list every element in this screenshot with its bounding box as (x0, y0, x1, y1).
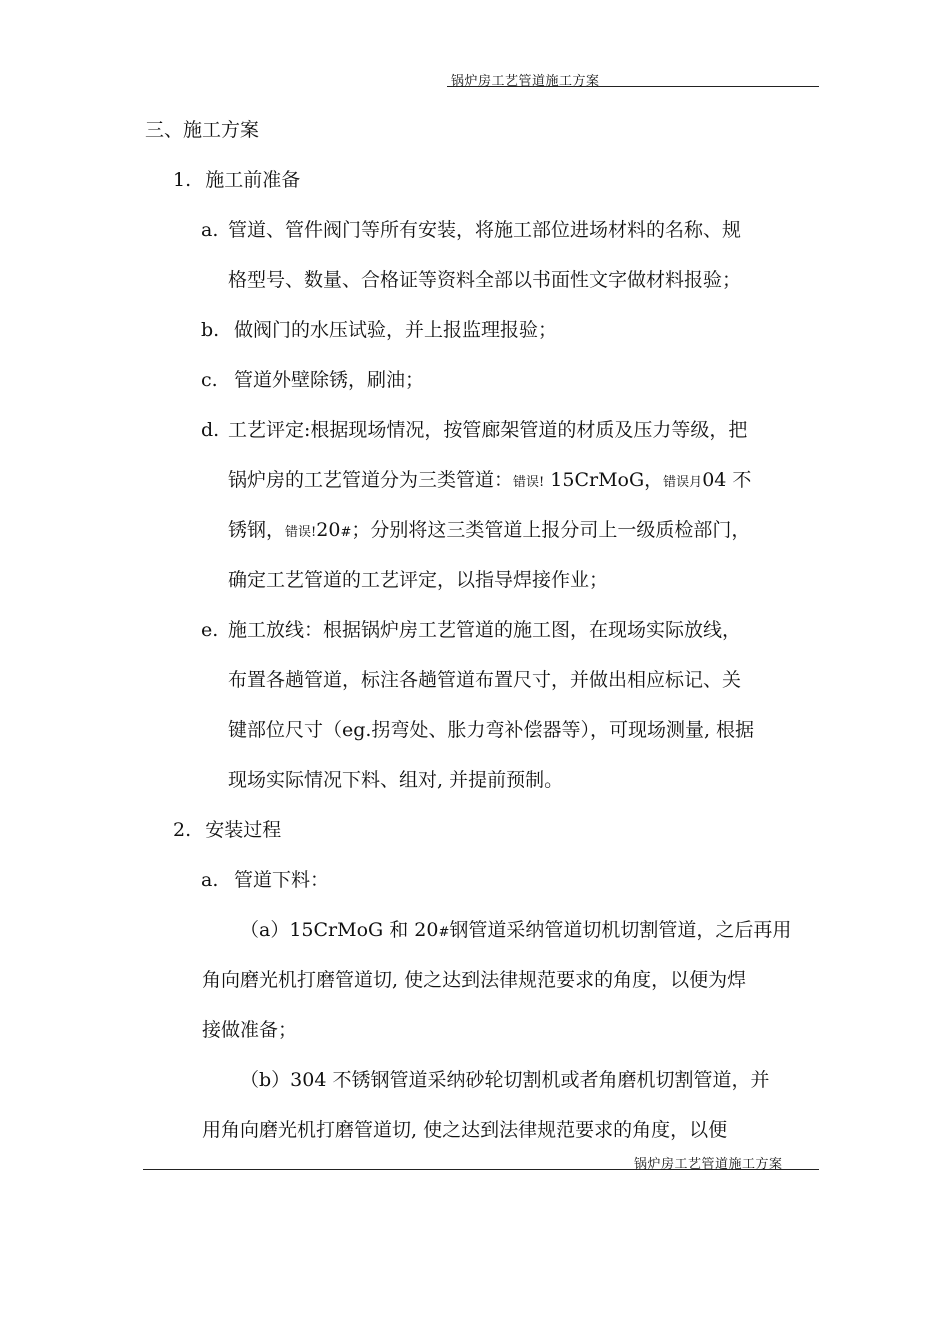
item-1a-line-1 (201, 217, 741, 243)
item-2a-heading (201, 867, 329, 893)
item-1e-label: e. (201, 619, 219, 641)
item-1e-text-1: 施工放线：根据锅炉房工艺管道的施工图，在现场实际放线， (228, 619, 742, 641)
item-1e-line-4: 现场实际情况下料、组对, 并提前预制。 (228, 769, 564, 791)
item-2a-para-1-line-3: 接做准备； (202, 1019, 298, 1041)
item-1d-line-4: 确定工艺管道的工艺评定，以指导焊接作业； (228, 569, 609, 591)
item-1d-text-3b: 20 (316, 519, 341, 541)
item-1a-line-2: 格型号、数量、合格证等资料全部以书面性文字做材料报验； (228, 269, 742, 291)
item-1d-text-2a: 锅炉房的工艺管道分为三类管道： (228, 469, 514, 491)
item-1d-text-2c: 04 不 (702, 469, 752, 491)
item-2a-para-1-line-1 (240, 917, 791, 946)
step-1-heading (173, 167, 300, 193)
item-2a-label: a. (201, 869, 219, 891)
error-ref-3: 错误! (285, 525, 317, 540)
item-1c-label: c. (201, 369, 218, 391)
page-header-title: 锅炉房工艺管道施工方案 (451, 74, 600, 89)
item-1d-text-2b: 15CrMoG， (544, 469, 664, 491)
item-2a-p1-text-a: （a）15CrMoG 和 20 (240, 919, 439, 941)
item-1d-text-1: 工艺评定:根据现场情况，按管廊架管道的材质及压力等级，把 (228, 419, 748, 441)
hash-mark-2: # (438, 925, 450, 940)
header-rule (447, 86, 819, 87)
step-1-number: 1. (173, 169, 192, 191)
item-1b (201, 317, 557, 343)
item-2a-para-2-line-1: （b）304 不锈钢管道采纳砂轮切割机或者角磨机切割管道，并 (240, 1069, 770, 1091)
item-1d-line-1 (201, 417, 747, 443)
item-1a-text-1: 管道、管件阀门等所有安装，将施工部位进场材料的名称、规 (228, 219, 742, 241)
error-ref-1: 错误! (513, 475, 545, 490)
item-1c (201, 367, 424, 393)
item-2a-para-1-line-2: 角向磨光机打磨管道切, 使之达到法律规范要求的角度，以便为焊 (202, 969, 747, 991)
item-1d-text-3c: ；分别将这三类管道上报分司上一级质检部门， (351, 519, 751, 541)
item-1e-line-1 (201, 617, 741, 643)
item-1a-label: a. (201, 219, 219, 241)
item-1e-line-3: 键部位尺寸（eg.拐弯处、胀力弯补偿器等），可现场测量, 根据 (228, 719, 755, 741)
item-1b-text: 做阀门的水压试验，并上报监理报验； (234, 319, 558, 341)
item-2a-p1-text-b: 钢管道采纳管道切机切割管道，之后再用 (449, 919, 792, 941)
item-2a-para-2-line-2: 用角向磨光机打磨管道切, 使之达到法律规范要求的角度，以便 (202, 1119, 728, 1141)
hash-mark-1: # (340, 525, 352, 540)
item-1d-text-3a: 锈钢， (228, 519, 286, 541)
section-title: 三、施工方案 (145, 119, 260, 141)
page-footer-title: 锅炉房工艺管道施工方案 (634, 1157, 783, 1172)
item-1e-line-2: 布置各趟管道，标注各趟管道布置尺寸，并做出相应标记、关 (228, 669, 742, 691)
item-1d-label: d. (201, 419, 220, 441)
error-ref-2: 错误月 (663, 475, 703, 490)
step-2-number: 2. (173, 819, 192, 841)
item-1d-line-2 (228, 467, 751, 496)
item-2a-title: 管道下料： (234, 869, 330, 891)
step-2-heading (173, 817, 281, 843)
item-1b-label: b. (201, 319, 220, 341)
item-1d-line-3 (228, 517, 750, 546)
item-1c-text: 管道外壁除锈，刷油； (234, 369, 425, 391)
step-2-title: 安装过程 (205, 819, 282, 841)
step-1-title: 施工前准备 (205, 169, 301, 191)
